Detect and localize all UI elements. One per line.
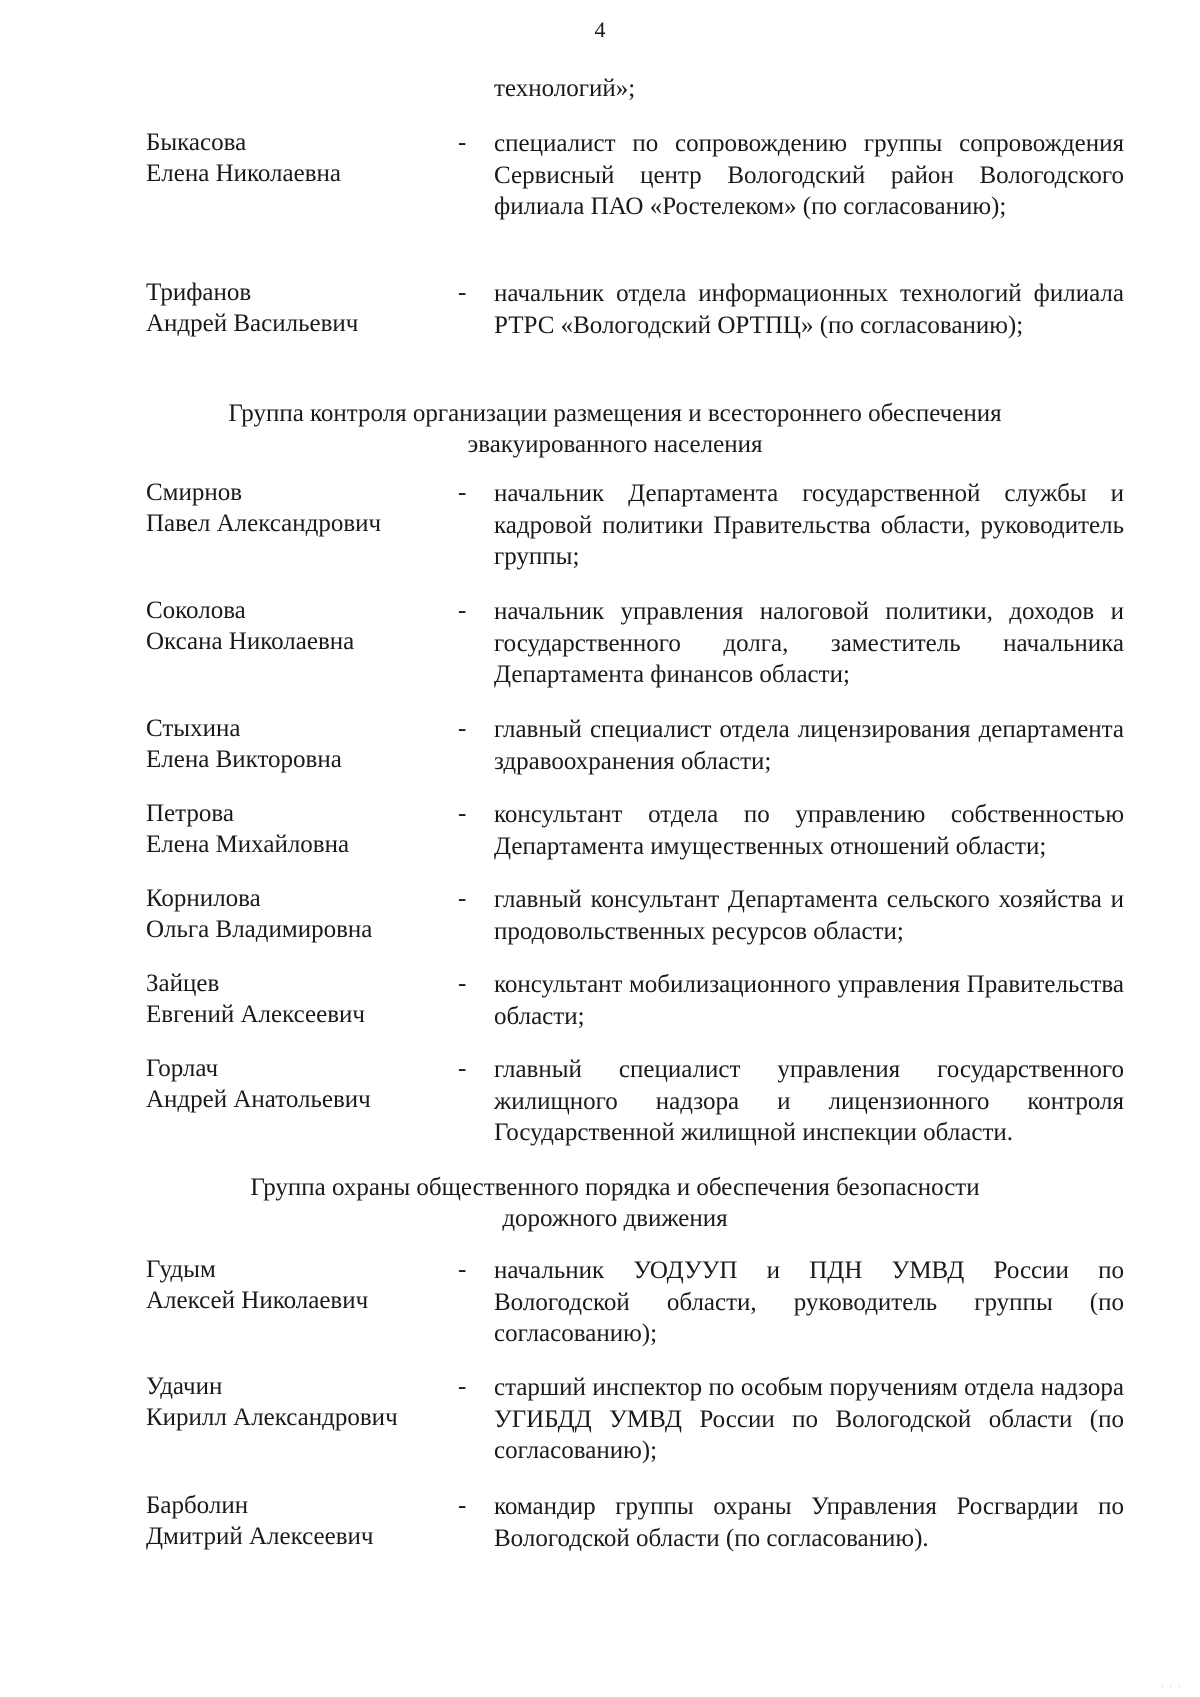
member-name <box>146 596 446 657</box>
member-name <box>146 884 446 945</box>
member-surname: Быкасова <box>146 129 247 156</box>
entry-dash: - <box>458 715 467 742</box>
member-given-name: Елена Михайловна <box>146 830 350 858</box>
entry-dash: - <box>458 129 467 156</box>
member-position: начальник управления налоговой политики, доходов и государственного долга, заместитель начальника Департамента финансов области; <box>494 598 1124 688</box>
member-name <box>146 969 446 1030</box>
member-surname: Зайцев <box>146 970 220 997</box>
member-name <box>146 1372 446 1433</box>
entry-dash: - <box>458 1055 467 1082</box>
member-name <box>146 278 446 339</box>
member-surname: Горлач <box>146 1055 219 1082</box>
entry-dash: - <box>458 1373 467 1400</box>
section-heading-line: эвакуированного населения <box>467 431 763 458</box>
section-heading-public-order <box>150 1172 1080 1234</box>
member-position: начальник отдела информационных технологий филиала РТРС «Вологодский ОРТПЦ» (по согласованию); <box>494 280 1124 339</box>
continuation-text: технологий»; <box>494 75 636 102</box>
member-name <box>146 1255 446 1316</box>
member-name <box>146 799 446 860</box>
member-position: главный специалист отдела лицензирования департамента здравоохранения области; <box>494 716 1124 775</box>
member-surname: Удачин <box>146 1373 223 1400</box>
member-given-name: Алексей Николаевич <box>146 1286 369 1314</box>
member-given-name: Елена Викторовна <box>146 745 342 773</box>
member-given-name: Павел Александрович <box>146 509 382 537</box>
member-given-name: Елена Николаевна <box>146 159 341 187</box>
section-heading-line: Группа контроля организации размещения и всестороннего обеспечения <box>228 400 1002 427</box>
member-name <box>146 1491 446 1552</box>
entry-dash: - <box>458 1492 467 1519</box>
member-given-name: Оксана Николаевна <box>146 627 355 655</box>
member-surname: Корнилова <box>146 885 261 912</box>
member-surname: Гудым <box>146 1256 216 1283</box>
member-given-name: Андрей Анатольевич <box>146 1085 371 1113</box>
scan-artifact-mark: · · · <box>1160 1681 1182 1693</box>
entry-dash: - <box>458 479 467 506</box>
member-position: командир группы охраны Управления Росгвардии по Вологодской области (по согласованию). <box>494 1493 1124 1552</box>
entry-dash: - <box>458 597 467 624</box>
member-surname: Смирнов <box>146 479 243 506</box>
member-position: главный специалист управления государственного жилищного надзора и лицензионного контроля Государственной жилищной инспекции области. <box>494 1056 1124 1146</box>
member-surname: Стыхина <box>146 715 241 742</box>
member-position: консультант мобилизационного управления Правительства области; <box>494 971 1124 1030</box>
member-surname: Трифанов <box>146 279 252 306</box>
entry-dash: - <box>458 279 467 306</box>
section-heading-evacuation <box>150 398 1080 460</box>
entry-dash: - <box>458 1256 467 1283</box>
member-surname: Барболин <box>146 1492 249 1519</box>
member-position: консультант отдела по управлению собственностью Департамента имущественных отношений области; <box>494 801 1124 860</box>
member-position: старший инспектор по особым поручениям отдела надзора УГИБДД УМВД России по Вологодской области (по согласованию); <box>494 1374 1124 1464</box>
member-given-name: Кирилл Александрович <box>146 1403 398 1431</box>
member-surname: Петрова <box>146 800 234 827</box>
page-number: 4 <box>594 17 606 42</box>
section-heading-line: Группа охраны общественного порядка и обеспечения безопасности <box>250 1174 980 1201</box>
member-given-name: Ольга Владимировна <box>146 915 373 943</box>
member-name <box>146 478 446 539</box>
member-name <box>146 714 446 775</box>
entry-dash: - <box>458 885 467 912</box>
member-surname: Соколова <box>146 597 246 624</box>
member-position: главный консультант Департамента сельского хозяйства и продовольственных ресурсов области; <box>494 886 1124 945</box>
member-name <box>146 128 446 189</box>
member-given-name: Андрей Васильевич <box>146 309 359 337</box>
member-given-name: Евгений Алексеевич <box>146 1000 365 1028</box>
member-position: начальник УОДУУП и ПДН УМВД России по Вологодской области, руководитель группы (по согласованию); <box>494 1257 1124 1347</box>
member-position: начальник Департамента государственной службы и кадровой политики Правительства области, руководитель группы; <box>494 480 1124 570</box>
member-name <box>146 1054 446 1115</box>
entry-dash: - <box>458 800 467 827</box>
section-heading-line: дорожного движения <box>502 1205 728 1232</box>
entry-dash: - <box>458 970 467 997</box>
member-position: специалист по сопровождению группы сопровождения Сервисный центр Вологодский район Вологодского филиала ПАО «Ростелеком» (по согласованию); <box>494 130 1124 220</box>
member-given-name: Дмитрий Алексеевич <box>146 1522 374 1550</box>
